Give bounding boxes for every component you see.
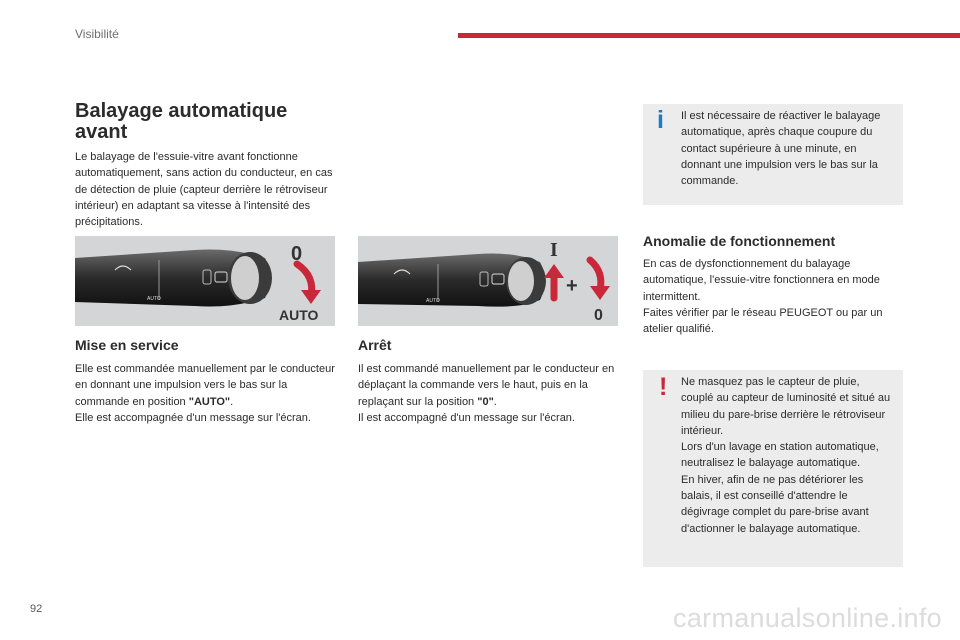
watermark: carmanualsonline.info xyxy=(673,603,942,633)
anomalie-text: En cas de dysfonctionnement du balayage automatique, l'essuie-vitre fonctionnera en mode intermittent. Faites vérifier par le réseau PEUGEOT ou par un atelier qualifié. xyxy=(643,258,883,336)
position-zero-mark: 0 xyxy=(291,243,303,265)
info-note-text: Il est nécessaire de réactiver le balayage automatique, après chaque coupure du contact supérieure à une minute, en donnant une impulsion vers le bas sur la commande. xyxy=(681,110,881,188)
wiper-stalk-activation-image xyxy=(75,236,335,326)
position-one-mark: I xyxy=(550,239,558,261)
info-icon: i xyxy=(657,106,664,134)
page-number: 92 xyxy=(30,603,43,615)
mise-en-service-text: Elle est commandée manuellement par le conducteur en donnant une impulsion vers le bas sur la commande en position "AUTO". Elle est accompagnée d'un message sur l'écran. xyxy=(75,363,335,424)
plus-sign: + xyxy=(566,275,578,297)
keyword-zero: "0" xyxy=(477,395,494,408)
heading-anomalie: Anomalie de fonctionnement xyxy=(643,233,836,249)
stalk-auto-label: AUTO xyxy=(147,296,161,302)
stalk-auto-label: AUTO xyxy=(426,298,440,304)
warning-note xyxy=(643,370,903,567)
heading-arret: Arrêt xyxy=(358,337,392,353)
header-accent-bar xyxy=(458,33,960,38)
heading-mise-en-service: Mise en service xyxy=(75,337,179,353)
wiper-stalk-stop-image xyxy=(358,236,618,326)
page-title: Balayage automatique avant xyxy=(75,100,288,143)
section-label: Visibilité xyxy=(75,27,119,41)
position-zero-mark: 0 xyxy=(594,307,603,324)
intro-paragraph: Le balayage de l'essuie-vitre avant fonctionne automatiquement, sans action du conducteur, en cas de détection de pluie (capteur derrière le rétroviseur intérieur) en adaptant sa vitesse à l'intensité des précipitations. xyxy=(75,151,333,229)
arret-text: Il est commandé manuellement par le conducteur en déplaçant la commande vers le haut, puis en la replaçant sur la position "0". Il est accompagné d'un message sur l'écran. xyxy=(358,363,615,424)
keyword-auto: "AUTO" xyxy=(188,395,231,408)
warning-icon: ! xyxy=(659,373,668,401)
position-auto-mark: AUTO xyxy=(279,307,319,323)
warning-note-text: Ne masquez pas le capteur de pluie, couplé au capteur de luminosité et situé au milieu du pare-brise derrière le rétroviseur intérieur. Lors d'un lavage en station automatique, neutralisez le balayage automatique. En hiver, afin de ne pas détériorer les balais, il est conseillé d'attendre le dégivrage complet du pare-brise avant d'actionner le balayage automatique. xyxy=(681,376,891,535)
info-note xyxy=(643,104,903,205)
